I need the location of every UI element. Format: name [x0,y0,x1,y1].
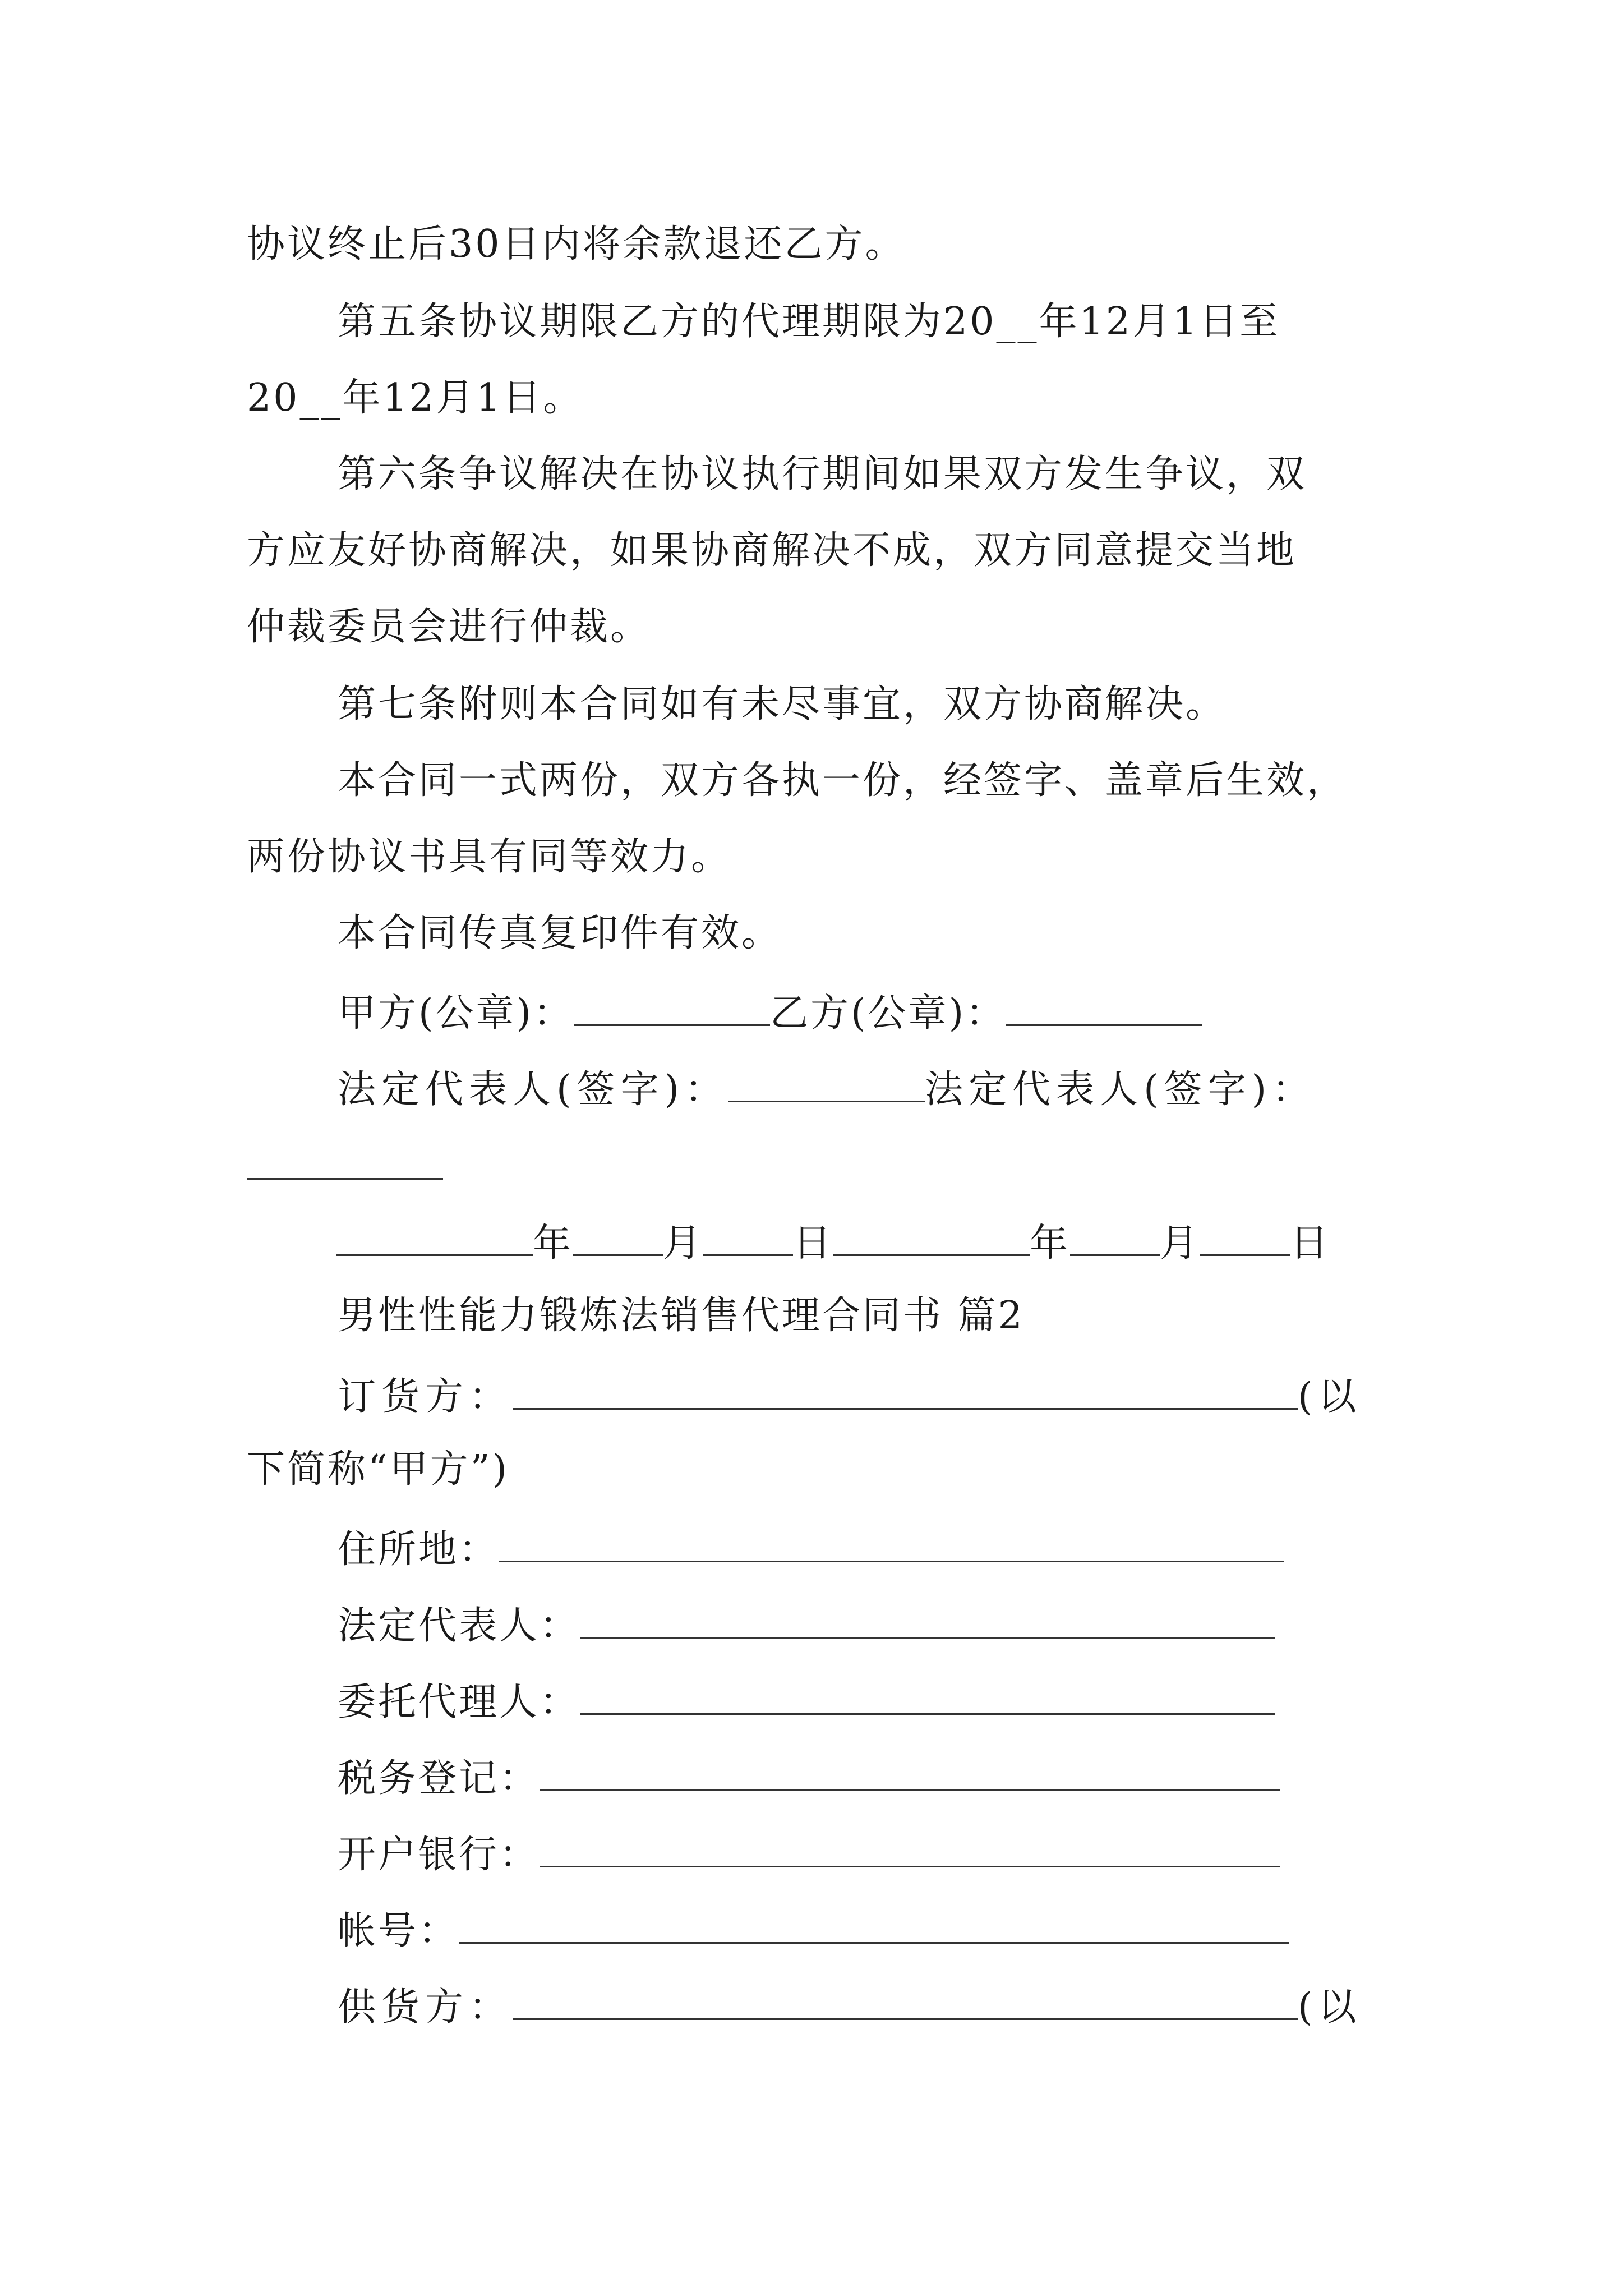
seal-line [338,991,1202,1036]
address-label: 住所地： [338,1527,500,1572]
section-title: 男性性能力锻炼法销售代理合同书 篇2 [338,1294,1025,1338]
buyer-label: 订货方： [338,1375,513,1419]
paragraph-line: 第七条附则本合同如有未尽事宜，双方协商解决。 [338,682,1227,726]
address-field[interactable] [499,1527,1284,1562]
month-b-label: 月 [1160,1221,1201,1266]
date-line [336,1221,1331,1266]
month-a-field[interactable] [573,1221,663,1256]
rep-a-label: 法定代表人(签字)： [338,1068,729,1112]
legal-rep-field[interactable] [580,1603,1275,1639]
tax-field[interactable] [540,1756,1280,1791]
rep-b-field[interactable] [247,1144,443,1180]
agent-label: 委托代理人： [338,1680,580,1724]
party-a-seal-label: 甲方(公章)： [338,991,574,1036]
paragraph-line: 本合同一式两份，双方各执一份，经签字、盖章后生效， [338,758,1348,803]
paragraph-line: 第六条争议解决在协议执行期间如果双方发生争议，双 [338,452,1307,496]
day-a-label: 日 [793,1221,834,1266]
supplier-suffix: (以 [1298,1985,1362,2030]
paragraph-line: 两份协议书具有同等效力。 [247,835,732,879]
paragraph-line: 方应友好协商解决，如果协商解决不成，双方同意提交当地 [247,528,1297,573]
tax-label: 税务登记： [338,1756,540,1801]
day-a-field[interactable] [703,1221,793,1256]
rep-line [338,1067,1316,1112]
paragraph-line: 仲裁委员会进行仲裁。 [247,605,651,649]
paragraph-line: 20__年12月1日。 [247,376,584,420]
supplier-label: 供货方： [338,1985,513,2030]
party-b-seal-field[interactable] [1006,991,1202,1026]
supplier-field[interactable] [513,1985,1298,2020]
paragraph-line: 协议终止后30日内将余款退还乙方。 [247,222,906,266]
agent-line [338,1680,1275,1722]
bank-field[interactable] [540,1832,1280,1867]
party-a-seal-field[interactable] [574,991,770,1026]
day-b-field[interactable] [1200,1221,1290,1256]
rep-a-field[interactable] [728,1067,925,1102]
agent-field[interactable] [580,1680,1275,1715]
tax-line [338,1756,1280,1801]
party-b-seal-label: 乙方(公章)： [770,991,1007,1036]
paragraph-line: 第五条协议期限乙方的代理期限为20__年12月1日至 [338,300,1280,344]
account-field[interactable] [459,1908,1289,1944]
buyer-line [338,1374,1362,1419]
year-a-label: 年 [533,1221,574,1266]
day-b-label: 日 [1290,1221,1331,1266]
year-b-label: 年 [1030,1221,1071,1266]
rep-b-label: 法定代表人(签字)： [925,1068,1316,1112]
buyer-suffix: (以 [1298,1375,1362,1419]
month-a-label: 月 [663,1221,704,1266]
bank-line [338,1832,1280,1877]
account-line [338,1908,1289,1953]
rep-b-field-line [247,1144,443,1186]
buyer-field[interactable] [513,1374,1298,1410]
bank-label: 开户银行： [338,1833,540,1877]
year-b-field[interactable] [833,1221,1030,1256]
address-line [338,1527,1284,1572]
legal-rep-line [338,1603,1275,1648]
month-b-field[interactable] [1070,1221,1160,1256]
account-label: 帐号： [338,1909,459,1953]
legal-rep-label: 法定代表人： [338,1604,580,1648]
buyer-note: 下简称“甲方”) [247,1447,510,1492]
year-a-field[interactable] [336,1221,533,1256]
supplier-line [338,1985,1362,2030]
paragraph-line: 本合同传真复印件有效。 [338,911,782,955]
